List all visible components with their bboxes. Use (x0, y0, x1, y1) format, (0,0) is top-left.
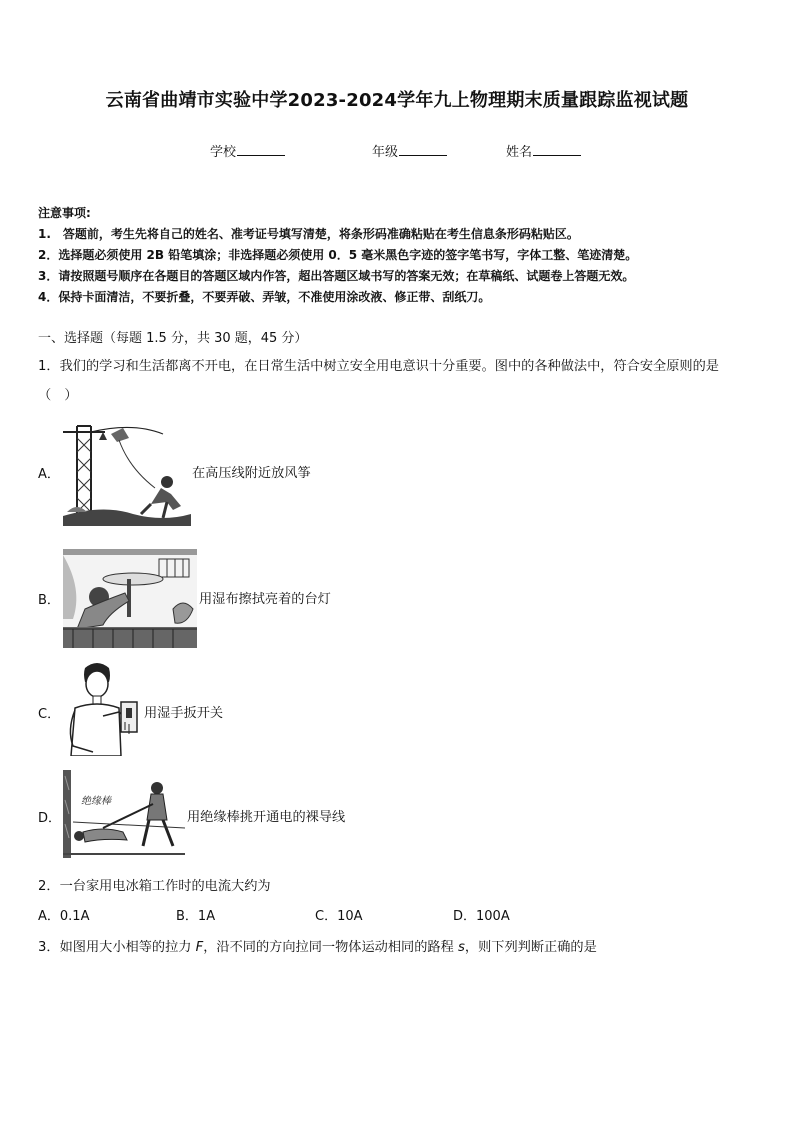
q1-option-c-text: 用湿手扳开关 (144, 706, 224, 721)
q1-option-c-letter: C． (38, 707, 61, 722)
school-label: 学校 (210, 145, 237, 160)
q2-option-b: B．1A (176, 909, 216, 924)
wet-hand-switch-illustration (63, 660, 143, 756)
q3-force-symbol: F (195, 940, 204, 955)
q1-option-b-letter: B． (38, 593, 60, 608)
page-title: 云南省曲靖市实验中学2023-2024学年九上物理期末质量跟踪监视试题 (105, 90, 689, 111)
grade-label: 年级 (372, 145, 399, 160)
grade-blank[interactable] (399, 143, 447, 156)
name-field[interactable] (506, 141, 581, 160)
school-blank[interactable] (237, 143, 285, 156)
q3-stem-post: ，则下列判断正确的是 (464, 940, 597, 955)
d-image-rod-label: 绝缘棒 (81, 796, 111, 807)
wiping-lamp-with-wet-cloth-illustration (63, 549, 197, 648)
q3-stem-pre: 3．如图用大小相等的拉力 (38, 940, 196, 955)
kite-near-power-line-illustration (63, 418, 191, 526)
name-blank[interactable] (533, 143, 581, 156)
q3-stem (38, 936, 597, 955)
q1-option-d-text: 用绝缘棒挑开通电的裸导线 (187, 810, 346, 825)
note-item: 3．请按照题号顺序在各题目的答题区域内作答，超出答题区域书写的答案无效；在草稿纸、试题卷上答题无效。 (38, 269, 635, 283)
q3-distance-symbol: s (458, 940, 465, 955)
q3-stem-mid: ，沿不同的方向拉同一物体运动相同的路程 (203, 940, 459, 955)
notes-heading: 注意事项: (38, 206, 91, 220)
q1-option-a-letter: A． (38, 467, 60, 482)
notes-block (38, 203, 768, 308)
q1-stem-line2: （ ） (38, 388, 78, 403)
grade-field[interactable] (372, 141, 447, 160)
insulated-rod-wire-illustration (63, 770, 185, 858)
note-item: 1. 答题前，考生先将自己的姓名、准考证号填写清楚，将条形码准确粘贴在考生信息条形码粘贴区。 (38, 227, 579, 241)
q1-option-d-letter: D． (38, 811, 62, 826)
note-item: 2．选择题必须使用 2B 铅笔填涂；非选择题必须使用 0．5 毫米黑色字迹的签字笔书写，字体工整、笔迹清楚。 (38, 248, 638, 262)
q2-option-d: D．100A (453, 909, 510, 924)
section-title: 一、选择题（每题 1.5 分，共 30 题，45 分） (38, 331, 308, 346)
q1-option-a-text: 在高压线附近放风筝 (192, 466, 311, 481)
q1-stem-line1: 1．我们的学习和生活都离不开电，在日常生活中树立安全用电意识十分重要。图中的各种做法中，符合安全原则的是 (38, 359, 719, 374)
note-item: 4．保持卡面清洁，不要折叠，不要弄破、弄皱，不准使用涂改液、修正带、刮纸刀。 (38, 290, 491, 304)
q2-stem: 2．一台家用电冰箱工作时的电流大约为 (38, 879, 271, 894)
q2-option-c: C．10A (315, 909, 363, 924)
q1-option-b-text: 用湿布擦拭亮着的台灯 (199, 592, 331, 607)
q2-option-a: A．0.1A (38, 909, 90, 924)
name-label: 姓名 (506, 145, 533, 160)
school-field[interactable] (210, 141, 285, 160)
